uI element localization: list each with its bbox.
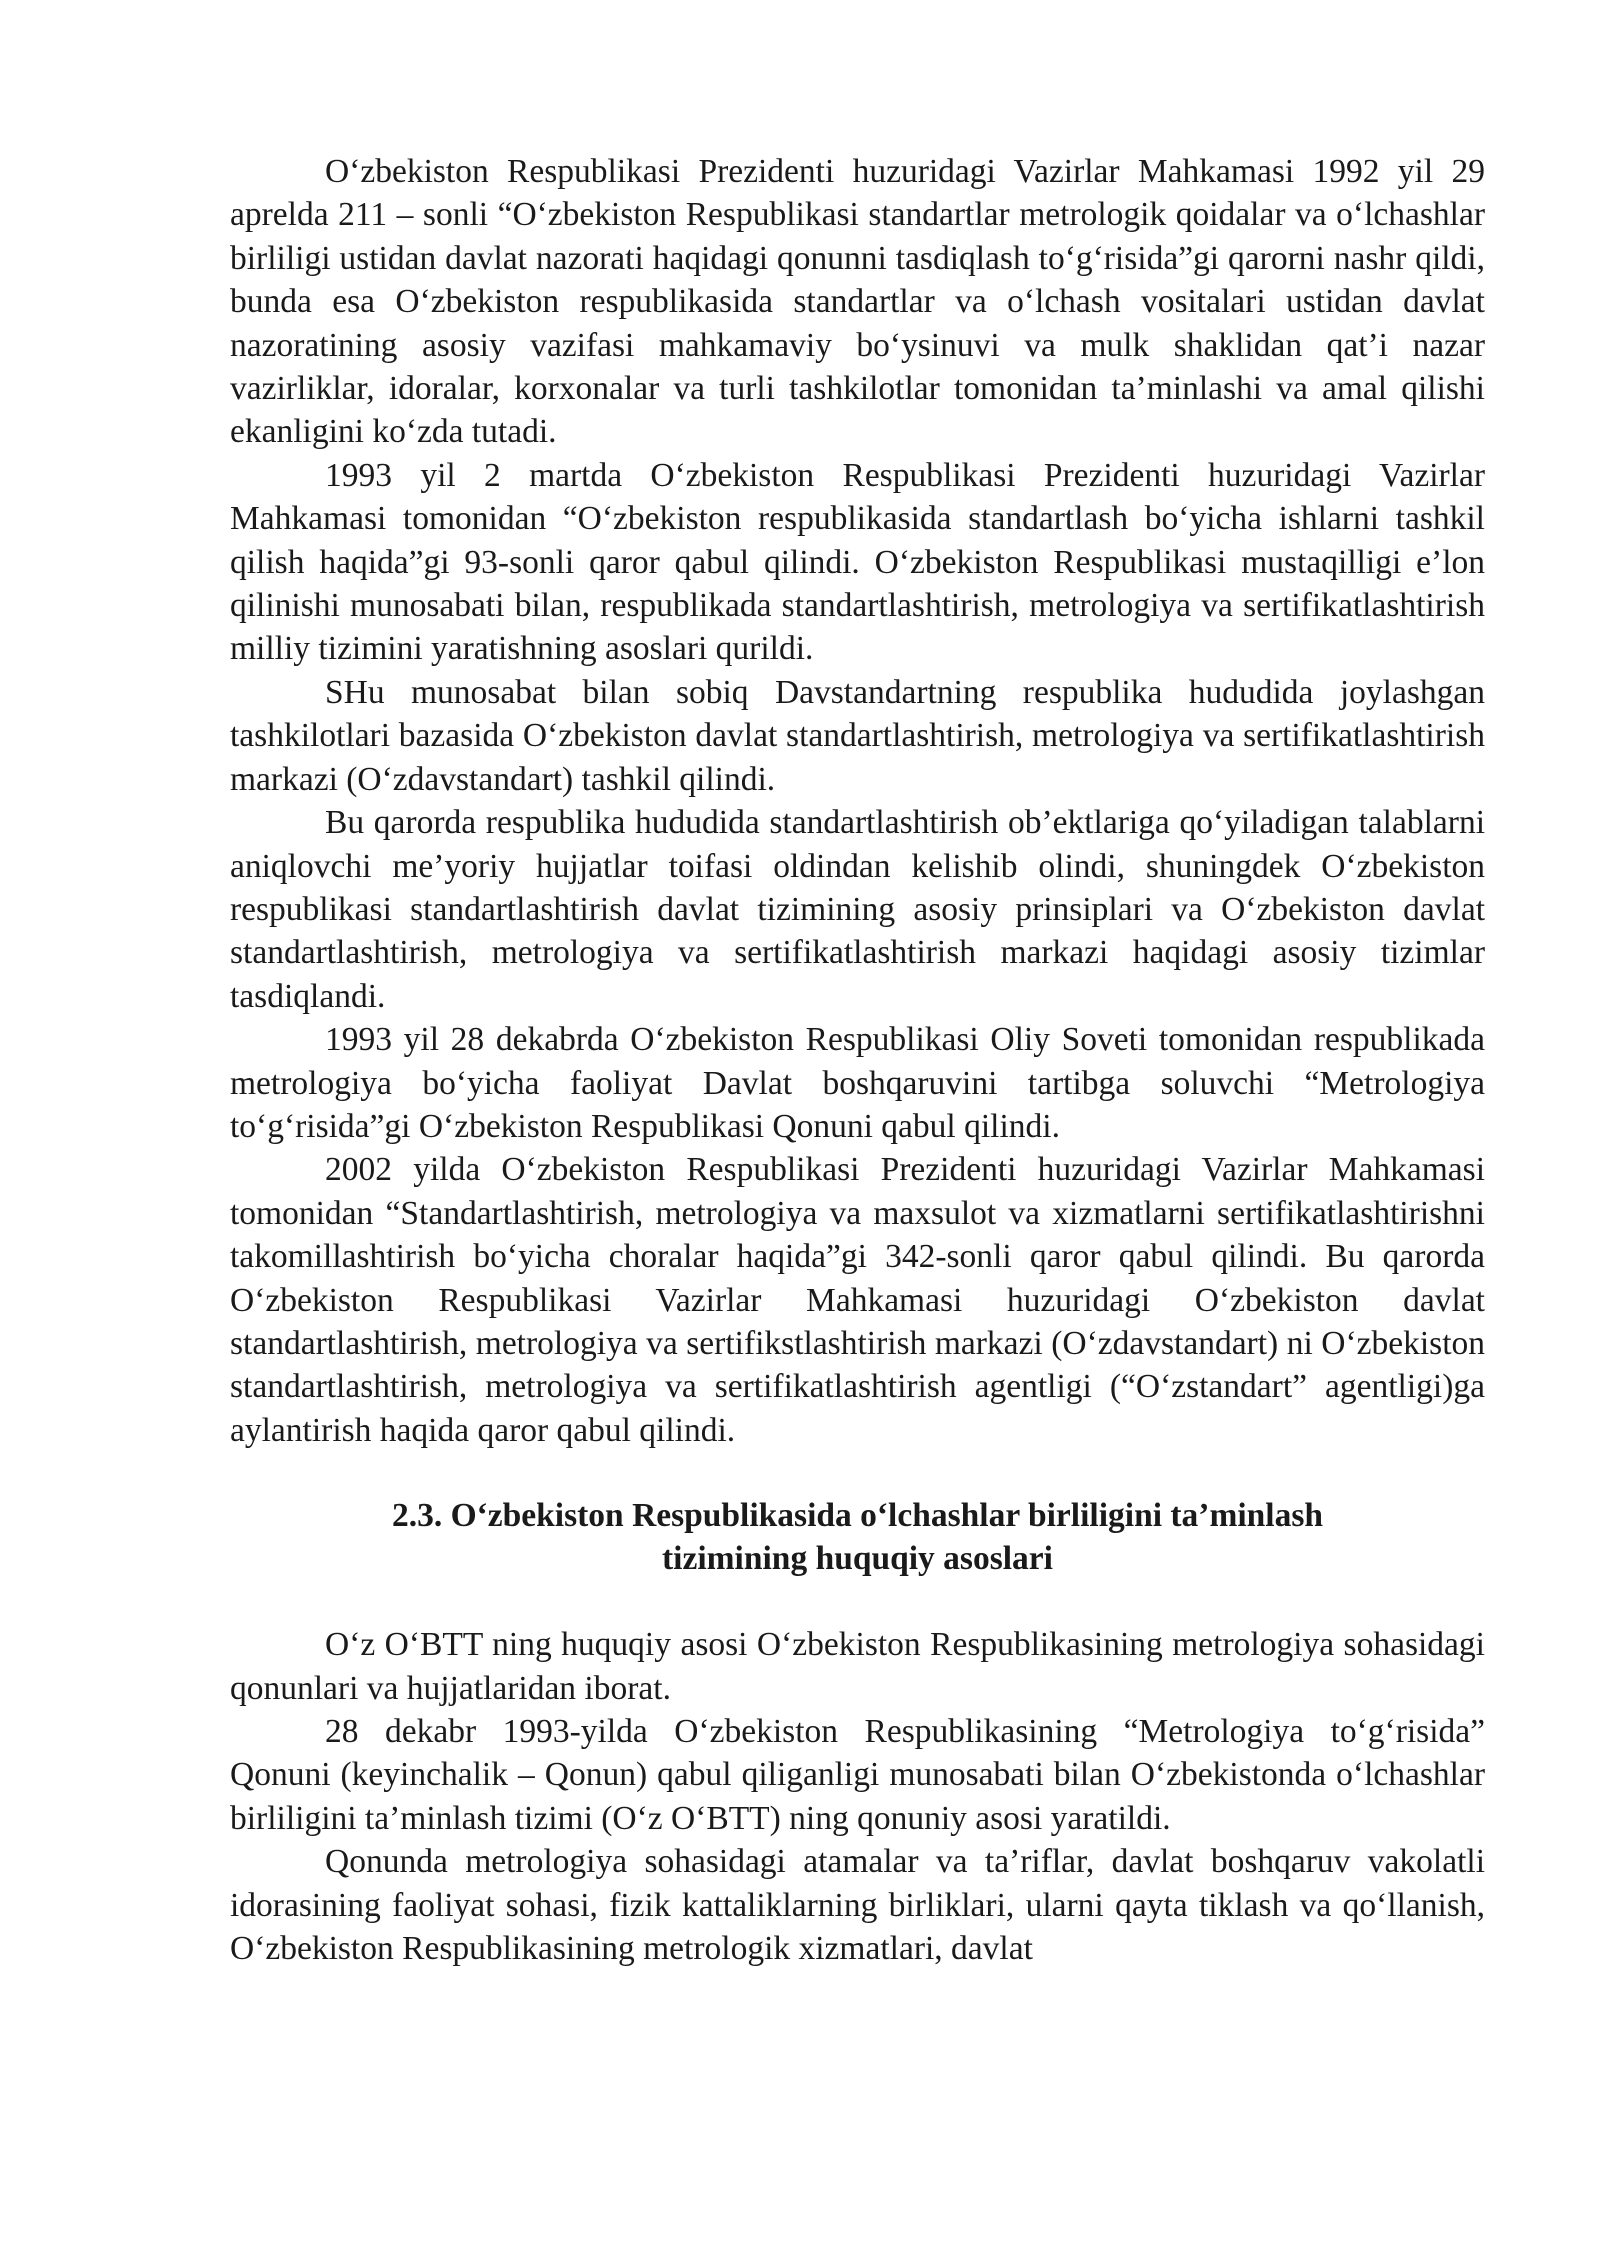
paragraph-4: Bu qarorda respublika hududida standartlashtirish ob’ektlariga qo‘yiladigan talablarni aniqlovchi me’yoriy hujjatlar toifasi oldindan kelishib olindi, shuningdek O‘zbekiston respublikasi standartlashtirish davlat tizimining asosiy prinsiplari va O‘zbekiston davlat standartlashtirish, metrologiya va sertifikatlashtirish markazi haqidagi asosiy tizimlar tasdiqlandi. [230, 804, 1485, 1015]
paragraph-8: 28 dekabr 1993-yilda O‘zbekiston Respublikasining “Metrologiya to‘g‘risida” Qonuni (keyinchalik – Qonun) qabul qiliganligi munosabati bilan O‘zbekistonda o‘lchashlar birliligini ta’minlash tizimi (O‘z O‘BTT) ning qonuniy asosi yaratildi. [230, 1713, 1485, 1837]
paragraph-2: 1993 yil 2 martda O‘zbekiston Respublikasi Prezidenti huzuridagi Vazirlar Mahkamasi tomonidan “O‘zbekiston respublikasida standartlash bo‘yicha ishlarni tashkil qilish haqida”gi 93-sonli qaror qabul qilindi. O‘zbekiston Respublikasi mustaqilligi e’lon qilinishi munosabati bilan, respublikada standartlashtirish, metrologiya va sertifikatlashtirish milliy tizimini yaratishning asoslari qurildi. [230, 456, 1485, 668]
section-heading-line-1: 2.3. O‘zbekiston Respublikasida o‘lchashlar birliligini ta’minlash [391, 1497, 1324, 1535]
section-heading [230, 1494, 1485, 1580]
paragraph-6: 2002 yilda O‘zbekiston Respublikasi Prezidenti huzuridagi Vazirlar Mahkamasi tomonidan “Standartlashtirish, metrologiya va maxsulot va xizmatlarni sertifikatlashtirishni takomillashtirish bo‘yicha choralar haqida”gi 342-sonli qaror qabul qilindi. Bu qarorda O‘zbekiston Respublikasi Vazirlar Mahkamasi huzuridagi O‘zbekiston davlat standartlashtirish, metrologiya va sertifikstlashtirish markazi (O‘zdavstandart) ni O‘zbekiston standartlashtirish, metrologiya va sertifikatlashtirish agentligi (“O‘zstandart” agentligi)ga aylantirish haqida qaror qabul qilindi. [230, 1151, 1485, 1449]
paragraph-1: O‘zbekiston Respublikasi Prezidenti huzuridagi Vazirlar Mahkamasi 1992 yil 29 aprelda 211 – sonli “O‘zbekiston Respublikasi standartlar metrologik qoidalar va o‘lchashlar birliligi ustidan davlat nazorati haqidagi qonunni tasdiqlash to‘g‘risida”gi qarorni nashr qildi, bunda esa O‘zbekiston respublikasida standartlar va o‘lchash vositalari ustidan davlat nazoratining asosiy vazifasi mahkamaviy bo‘ysinuvi va mulk shaklidan qat’i nazar vazirliklar, idoralar, korxonalar va turli tashkilotlar tomonidan ta’minlashi va amal qilishi ekanligini ko‘zda tutadi. [230, 153, 1485, 451]
paragraph-5: 1993 yil 28 dekabrda O‘zbekiston Respublikasi Oliy Soveti tomonidan respublikada metrologiya bo‘yicha faoliyat Davlat boshqaruvini tartibga soluvchi “Metrologiya to‘g‘risida”gi O‘zbekiston Respublikasi Qonuni qabul qilindi. [230, 1021, 1485, 1145]
paragraph-7: O‘z O‘BTT ning huquqiy asosi O‘zbekiston Respublikasining metrologiya sohasidagi qonunlari va hujjatlaridan iborat. [230, 1626, 1485, 1707]
paragraph-9: Qonunda metrologiya sohasidagi atamalar va ta’riflar, davlat boshqaruv vakolatli idorasining faoliyat sohasi, fizik kattaliklarning birliklari, ularni qayta tiklash va qo‘llanish, O‘zbekiston Respublikasining metrologik xizmatlari, davlat [230, 1843, 1485, 1968]
section-heading-line-2: tizimining huquqiy asoslari [662, 1540, 1053, 1578]
document-page [230, 150, 1485, 1970]
paragraph-3: SHu munosabat bilan sobiq Davstandartning respublika hududida joylashgan tashkilotlari bazasida O‘zbekiston davlat standartlashtirish, metrologiya va sertifikatlashtirish markazi (O‘zdavstandart) tashkil qilindi. [230, 673, 1485, 798]
